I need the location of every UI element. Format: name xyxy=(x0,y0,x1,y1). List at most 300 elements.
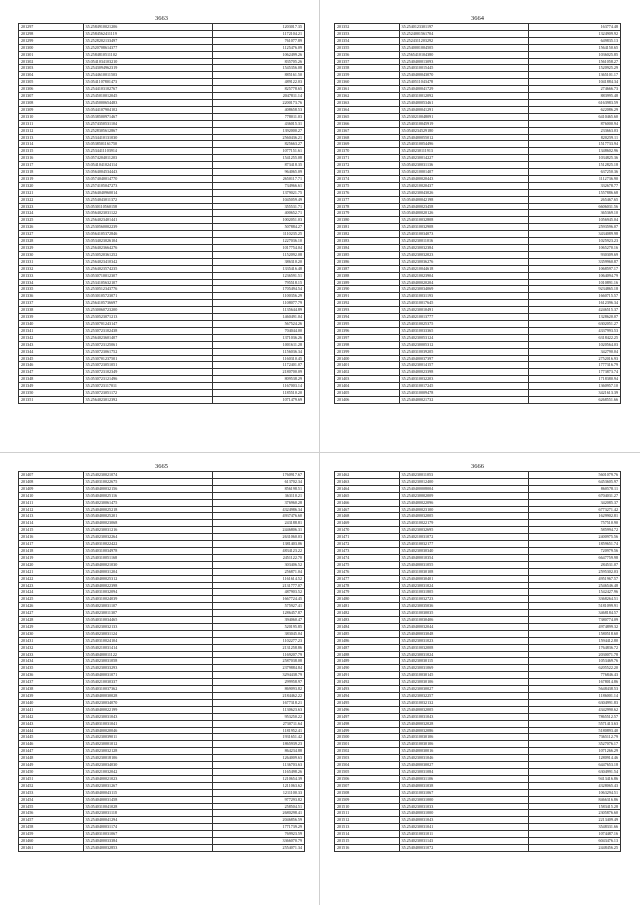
coordinate-cell: 35.2540230031033 xyxy=(399,803,529,810)
table-row xyxy=(335,300,621,307)
table-row xyxy=(335,782,621,789)
table-row xyxy=(19,327,305,334)
table-row xyxy=(335,727,621,734)
coordinate-cell: 35.2530210048091 xyxy=(399,113,529,120)
row-id-cell: 201313 xyxy=(19,134,84,141)
value-cell: 1541255.08 xyxy=(213,155,305,162)
value-cell: 720979.56 xyxy=(529,547,621,554)
coordinate-cell: 35.2540400031204 xyxy=(83,568,213,575)
table-row xyxy=(335,376,621,383)
coordinate-cell: 35.2564023012392 xyxy=(83,396,213,403)
value-cell: 1580518.60 xyxy=(529,630,621,637)
value-cell: 795518.15 xyxy=(213,279,305,286)
table-row xyxy=(335,824,621,831)
table-row xyxy=(19,554,305,561)
row-id-cell: 201408 xyxy=(19,478,84,485)
row-id-cell: 201444 xyxy=(19,727,84,734)
value-cell: 1865939.23 xyxy=(213,741,305,748)
coordinate-cell: 35.2540310030108 xyxy=(399,568,529,575)
table-row xyxy=(19,727,305,734)
table-row xyxy=(19,300,305,307)
table-row xyxy=(335,568,621,575)
value-cell: 1612396.34 xyxy=(529,300,621,307)
row-id-cell: 201337 xyxy=(19,300,84,307)
data-table xyxy=(334,471,621,852)
table-row xyxy=(19,251,305,258)
value-cell: 233663.03 xyxy=(529,127,621,134)
coordinate-cell: 35.2540400023100 xyxy=(399,506,529,513)
table-row xyxy=(335,734,621,741)
coordinate-cell: 35.2540400043070 xyxy=(399,72,529,79)
table-row xyxy=(335,720,621,727)
row-id-cell: 201402 xyxy=(335,369,400,376)
row-id-cell: 201503 xyxy=(335,755,400,762)
coordinate-cell: 35.2540310031041 xyxy=(83,720,213,727)
value-cell: 883995.48 xyxy=(529,93,621,100)
row-id-cell: 201490 xyxy=(335,665,400,672)
coordinate-cell: 35.2540310031011 xyxy=(399,831,529,838)
row-id-cell: 201309 xyxy=(19,106,84,113)
coordinate-cell: 35.2540400010354 xyxy=(399,554,529,561)
row-id-cell: 201477 xyxy=(335,575,400,582)
table-row xyxy=(335,65,621,72)
coordinate-cell: 35.2534411103914 xyxy=(83,148,213,155)
table-row xyxy=(19,293,305,300)
row-id-cell: 201319 xyxy=(19,175,84,182)
coordinate-cell: 35.0538501161750 xyxy=(83,141,213,148)
value-cell: 2631060.03 xyxy=(213,534,305,541)
coordinate-cell: 35.2540400021732 xyxy=(399,396,529,403)
value-cell: 1667724.45 xyxy=(213,596,305,603)
table-row xyxy=(19,644,305,651)
coordinate-cell: 35.2540230034069 xyxy=(399,286,529,293)
table-row xyxy=(335,554,621,561)
row-id-cell: 201311 xyxy=(19,120,84,127)
table-row xyxy=(19,775,305,782)
value-cell: 5571413.63 xyxy=(529,720,621,727)
row-id-cell: 201374 xyxy=(335,175,400,182)
table-row xyxy=(335,679,621,686)
row-id-cell: 201495 xyxy=(335,699,400,706)
coordinate-cell: 35.2540230034070 xyxy=(83,699,213,706)
value-cell: 507884.27 xyxy=(213,224,305,231)
value-cell: 5601079.76 xyxy=(529,472,621,479)
row-id-cell: 201426 xyxy=(19,603,84,610)
value-cell: 964065.09 xyxy=(213,169,305,176)
row-id-cell: 201464 xyxy=(335,485,400,492)
value-cell: 1594412.80 xyxy=(529,637,621,644)
value-cell: 7365112.79 xyxy=(529,734,621,741)
coordinate-cell: 35.2540310015445 xyxy=(399,65,529,72)
coordinate-cell: 35.2540230030106 xyxy=(399,679,529,686)
coordinate-cell: 35.2540230032695 xyxy=(399,527,529,534)
coordinate-cell: 35.2540400021030 xyxy=(83,561,213,568)
table-row xyxy=(335,113,621,120)
page-number: 3664 xyxy=(471,15,484,22)
table-row xyxy=(19,748,305,755)
coordinate-cell: 35.2540210013777 xyxy=(399,314,529,321)
value-cell: 2184462.22 xyxy=(213,693,305,700)
page-panel-3666 xyxy=(334,462,621,852)
table-row xyxy=(19,672,305,679)
table-row xyxy=(335,120,621,127)
coordinate-cell: 35.2540310039205 xyxy=(399,348,529,355)
table-row xyxy=(335,141,621,148)
table-row xyxy=(19,376,305,383)
value-cell: 1002051.03 xyxy=(213,217,305,224)
value-cell: 1365101.17 xyxy=(529,72,621,79)
value-cell: 1773873.74 xyxy=(529,369,621,376)
value-cell: 869093.82 xyxy=(213,686,305,693)
coordinate-cell: 35.2540310030106 xyxy=(399,734,529,741)
row-id-cell: 201484 xyxy=(335,623,400,630)
coordinate-cell: 35.2540400032028 xyxy=(399,720,529,727)
value-cell: 2131777.07 xyxy=(213,582,305,589)
row-id-cell: 201358 xyxy=(335,65,400,72)
value-cell: 1328620.07 xyxy=(529,314,621,321)
row-id-cell: 201458 xyxy=(19,824,84,831)
row-id-cell: 201336 xyxy=(19,293,84,300)
table-row xyxy=(335,644,621,651)
table-row xyxy=(19,506,305,513)
table-row xyxy=(335,672,621,679)
coordinate-cell: 35.0540400011122 xyxy=(83,651,213,658)
row-id-cell: 201392 xyxy=(335,300,400,307)
table-row xyxy=(19,238,305,245)
row-id-cell: 201385 xyxy=(335,251,400,258)
row-id-cell: 201501 xyxy=(335,741,400,748)
table-row xyxy=(335,838,621,845)
coordinate-cell: 35.2540400023398 xyxy=(399,369,529,376)
table-row xyxy=(19,658,305,665)
coordinate-cell: 35.0540400025201 xyxy=(83,513,213,520)
coordinate-cell: 35.2540400030016 xyxy=(399,748,529,755)
table-row xyxy=(335,293,621,300)
table-row xyxy=(19,630,305,637)
row-id-cell: 201390 xyxy=(335,286,400,293)
table-row xyxy=(19,272,305,279)
value-cell: 303406.52 xyxy=(213,561,305,568)
table-row xyxy=(19,575,305,582)
page-panel-3663 xyxy=(18,14,305,404)
value-cell: 1063294.51 xyxy=(529,789,621,796)
row-id-cell: 201409 xyxy=(19,485,84,492)
value-cell: 2131258.86 xyxy=(213,644,305,651)
value-cell: 1583415.28 xyxy=(529,803,621,810)
value-cell: 342085.37 xyxy=(529,499,621,506)
row-id-cell: 201419 xyxy=(19,554,84,561)
table-row xyxy=(335,203,621,210)
table-row xyxy=(335,72,621,79)
table-row xyxy=(19,224,305,231)
table-row xyxy=(335,148,621,155)
coordinate-cell: 35.2540400032005 xyxy=(399,513,529,520)
row-id-cell: 201514 xyxy=(335,831,400,838)
table-row xyxy=(19,369,305,376)
table-row xyxy=(19,534,305,541)
row-id-cell: 201305 xyxy=(19,79,84,86)
row-id-cell: 201452 xyxy=(19,782,84,789)
row-id-cell: 201411 xyxy=(19,499,84,506)
row-id-cell: 201330 xyxy=(19,251,84,258)
page-panel-3665 xyxy=(18,462,305,852)
row-id-cell: 201412 xyxy=(19,506,84,513)
coordinate-cell: 35.2530701243147 xyxy=(83,320,213,327)
coordinate-cell: 35.2540400022096 xyxy=(399,499,529,506)
row-id-cell: 201505 xyxy=(335,768,400,775)
coordinate-cell: 35.2540230032384 xyxy=(399,245,529,252)
table-row xyxy=(19,693,305,700)
row-id-cell: 201438 xyxy=(19,686,84,693)
table-row xyxy=(19,589,305,596)
row-id-cell: 201421 xyxy=(19,568,84,575)
row-id-cell: 201481 xyxy=(335,603,400,610)
table-row xyxy=(19,831,305,838)
value-cell: 243188.81 xyxy=(213,520,305,527)
coordinate-cell: 35.0574204011203 xyxy=(83,155,213,162)
value-cell: 2451122.70 xyxy=(213,554,305,561)
row-id-cell: 201404 xyxy=(335,383,400,390)
table-row xyxy=(335,472,621,479)
value-cell: 825663.27 xyxy=(213,141,305,148)
table-row xyxy=(335,499,621,506)
coordinate-cell: 35.2540310030406 xyxy=(399,617,529,624)
value-cell: 299958.97 xyxy=(213,679,305,686)
value-cell: 1010891.16 xyxy=(529,279,621,286)
table-row xyxy=(335,79,621,86)
coordinate-cell: 35.2540230031043 xyxy=(83,713,213,720)
data-table xyxy=(334,23,621,404)
value-cell: 1112736.90 xyxy=(529,175,621,182)
value-cell: 1236591.51 xyxy=(213,272,305,279)
table-row xyxy=(335,24,621,31)
value-cell: 163774.48 xyxy=(529,24,621,31)
table-row xyxy=(335,169,621,176)
table-row xyxy=(335,492,621,499)
value-cell: 8466316.86 xyxy=(529,796,621,803)
value-cell: 856198.51 xyxy=(213,485,305,492)
value-cell: 1064094.79 xyxy=(529,272,621,279)
value-cell: 2379884.84 xyxy=(213,665,305,672)
row-id-cell: 201298 xyxy=(19,30,84,37)
row-id-cell: 201301 xyxy=(19,51,84,58)
row-id-cell: 201451 xyxy=(19,775,84,782)
value-cell: 256871.04 xyxy=(213,568,305,575)
coordinate-cell: 35.2544103102767 xyxy=(83,86,213,93)
value-cell: 1561058.27 xyxy=(529,58,621,65)
coordinate-cell: 35.2540400031072 xyxy=(399,844,529,851)
value-cell: 1392000.27 xyxy=(213,127,305,134)
coordinate-cell: 35.2540400030028 xyxy=(83,693,213,700)
row-id-cell: 201513 xyxy=(335,824,400,831)
coordinate-cell: 35.2584910021206 xyxy=(83,24,213,31)
coordinate-cell: 35.2540310032808 xyxy=(399,217,529,224)
table-row xyxy=(19,99,305,106)
row-id-cell: 201357 xyxy=(335,58,400,65)
coordinate-cell: 35.2540210023904 xyxy=(399,272,529,279)
table-row xyxy=(335,245,621,252)
coordinate-cell: 35.2540310045919 xyxy=(399,120,529,127)
value-cell: 1517733.94 xyxy=(529,141,621,148)
table-row xyxy=(335,51,621,58)
value-cell: 284531.07 xyxy=(529,561,621,568)
value-cell: 487903.52 xyxy=(213,589,305,596)
coordinate-cell: 35.2540230031216 xyxy=(83,527,213,534)
table-row xyxy=(335,478,621,485)
table-row xyxy=(19,175,305,182)
value-cell: 704044.00 xyxy=(213,327,305,334)
coordinate-cell: 35.2530723102438 xyxy=(83,327,213,334)
row-id-cell: 201388 xyxy=(335,272,400,279)
row-id-cell: 201302 xyxy=(19,58,84,65)
row-id-cell: 201483 xyxy=(335,617,400,624)
coordinate-cell: 35.2540400031038 xyxy=(399,782,529,789)
table-row xyxy=(19,341,305,348)
table-row xyxy=(335,513,621,520)
table-row xyxy=(335,741,621,748)
value-cell: 6205522.20 xyxy=(529,665,621,672)
value-cell: 6268551.66 xyxy=(529,396,621,403)
table-row xyxy=(335,637,621,644)
value-cell: 637250.36 xyxy=(529,169,621,176)
row-id-cell: 201310 xyxy=(19,113,84,120)
coordinate-cell: 35.2534410131030 xyxy=(83,134,213,141)
coordinate-cell: 35.0540230031124 xyxy=(83,630,213,637)
row-id-cell: 201414 xyxy=(19,520,84,527)
table-row xyxy=(19,768,305,775)
coordinate-cell: 35.2540400030401 xyxy=(399,575,529,582)
row-id-cell: 201297 xyxy=(19,24,84,31)
table-row xyxy=(335,210,621,217)
row-id-cell: 201397 xyxy=(335,334,400,341)
row-id-cell: 201320 xyxy=(19,182,84,189)
coordinate-cell: 35.2540310032008 xyxy=(399,644,529,651)
table-row xyxy=(335,506,621,513)
coordinate-cell: 35.2530723061752 xyxy=(83,348,213,355)
value-cell: 3434089.98 xyxy=(529,231,621,238)
value-cell: 6302051.27 xyxy=(529,320,621,327)
coordinate-cell: 35.2540400041294 xyxy=(83,817,213,824)
row-id-cell: 201380 xyxy=(335,217,400,224)
row-id-cell: 201324 xyxy=(19,210,84,217)
coordinate-cell: 35.2540400025218 xyxy=(83,506,213,513)
table-row xyxy=(19,741,305,748)
coordinate-cell: 35.0540310034978 xyxy=(83,547,213,554)
table-row xyxy=(335,748,621,755)
value-cell: 383045.04 xyxy=(213,630,305,637)
row-id-cell: 201515 xyxy=(335,838,400,845)
table-row xyxy=(19,210,305,217)
table-row xyxy=(335,251,621,258)
table-row xyxy=(19,679,305,686)
row-id-cell: 201430 xyxy=(19,630,84,637)
table-row xyxy=(335,699,621,706)
value-cell: 2650117.71 xyxy=(213,175,305,182)
table-row xyxy=(19,478,305,485)
row-id-cell: 201327 xyxy=(19,231,84,238)
table-row xyxy=(19,141,305,148)
coordinate-cell: 35.2540310032723 xyxy=(399,596,529,603)
row-id-cell: 201435 xyxy=(19,665,84,672)
row-id-cell: 201440 xyxy=(19,699,84,706)
row-id-cell: 201497 xyxy=(335,713,400,720)
value-cell: 6606031.56 xyxy=(529,203,621,210)
value-cell: 394060.47 xyxy=(213,617,305,624)
value-cell: 2213409.49 xyxy=(529,817,621,824)
table-row xyxy=(19,286,305,293)
value-cell: 3527076.17 xyxy=(529,741,621,748)
value-cell: 2046856.59 xyxy=(213,817,305,824)
value-cell: 567524.26 xyxy=(213,320,305,327)
value-cell: 6304991.83 xyxy=(529,699,621,706)
value-cell: 6647759.98 xyxy=(529,554,621,561)
coordinate-cell: 35.2520708614377 xyxy=(83,44,213,51)
value-cell: 436015.31 xyxy=(213,120,305,127)
coordinate-cell: 35.2540230033293 xyxy=(83,665,213,672)
value-cell: 1203017.35 xyxy=(213,24,305,31)
coordinate-cell: 35.2540230031118 xyxy=(83,810,213,817)
table-row xyxy=(335,582,621,589)
table-row xyxy=(335,99,621,106)
row-id-cell: 201478 xyxy=(335,582,400,589)
row-id-cell: 201491 xyxy=(335,672,400,679)
table-row xyxy=(335,307,621,314)
coordinate-cell: 35.2540310031805 xyxy=(399,589,529,596)
value-cell: 6163983.59 xyxy=(529,99,621,106)
coordinate-cell: 35.0564105372846 xyxy=(83,231,213,238)
value-cell: 5648438.53 xyxy=(529,686,621,693)
coordinate-cell: 35.2565410104380 xyxy=(399,51,529,58)
row-id-cell: 201506 xyxy=(335,775,400,782)
row-id-cell: 201375 xyxy=(335,182,400,189)
table-row xyxy=(335,520,621,527)
row-id-cell: 201413 xyxy=(19,513,84,520)
coordinate-cell: 35.2530723117011 xyxy=(83,383,213,390)
row-id-cell: 201511 xyxy=(335,810,400,817)
table-row xyxy=(19,817,305,824)
row-id-cell: 201488 xyxy=(335,651,400,658)
row-id-cell: 201366 xyxy=(335,120,400,127)
row-id-cell: 201416 xyxy=(19,534,84,541)
table-row xyxy=(19,58,305,65)
coordinate-cell: 35.2528305612867 xyxy=(83,127,213,134)
row-id-cell: 201480 xyxy=(335,596,400,603)
value-cell: 885161.50 xyxy=(213,72,305,79)
coordinate-cell: 35.2540230011053 xyxy=(399,472,529,479)
table-row xyxy=(19,320,305,327)
coordinate-cell: 35.2530060723200 xyxy=(83,307,213,314)
value-cell: 2554071.34 xyxy=(213,844,305,851)
value-cell: 4246515.37 xyxy=(529,307,621,314)
value-cell: 386310.20 xyxy=(213,258,305,265)
coordinate-cell: 35.2540400055012 xyxy=(399,134,529,141)
row-id-cell: 201470 xyxy=(335,527,400,534)
table-row xyxy=(335,817,621,824)
row-id-cell: 201405 xyxy=(335,390,400,397)
coordinate-cell: 35.2564023574235 xyxy=(83,265,213,272)
table-row xyxy=(335,803,621,810)
table-row xyxy=(19,527,305,534)
table-row xyxy=(335,231,621,238)
table-row xyxy=(19,844,305,851)
row-id-cell: 201363 xyxy=(335,99,400,106)
row-id-cell: 201367 xyxy=(335,127,400,134)
value-cell: 769923.59 xyxy=(213,831,305,838)
row-id-cell: 201333 xyxy=(19,272,84,279)
table-row xyxy=(335,224,621,231)
row-id-cell: 201441 xyxy=(19,706,84,713)
value-cell: 1705494.54 xyxy=(213,286,305,293)
